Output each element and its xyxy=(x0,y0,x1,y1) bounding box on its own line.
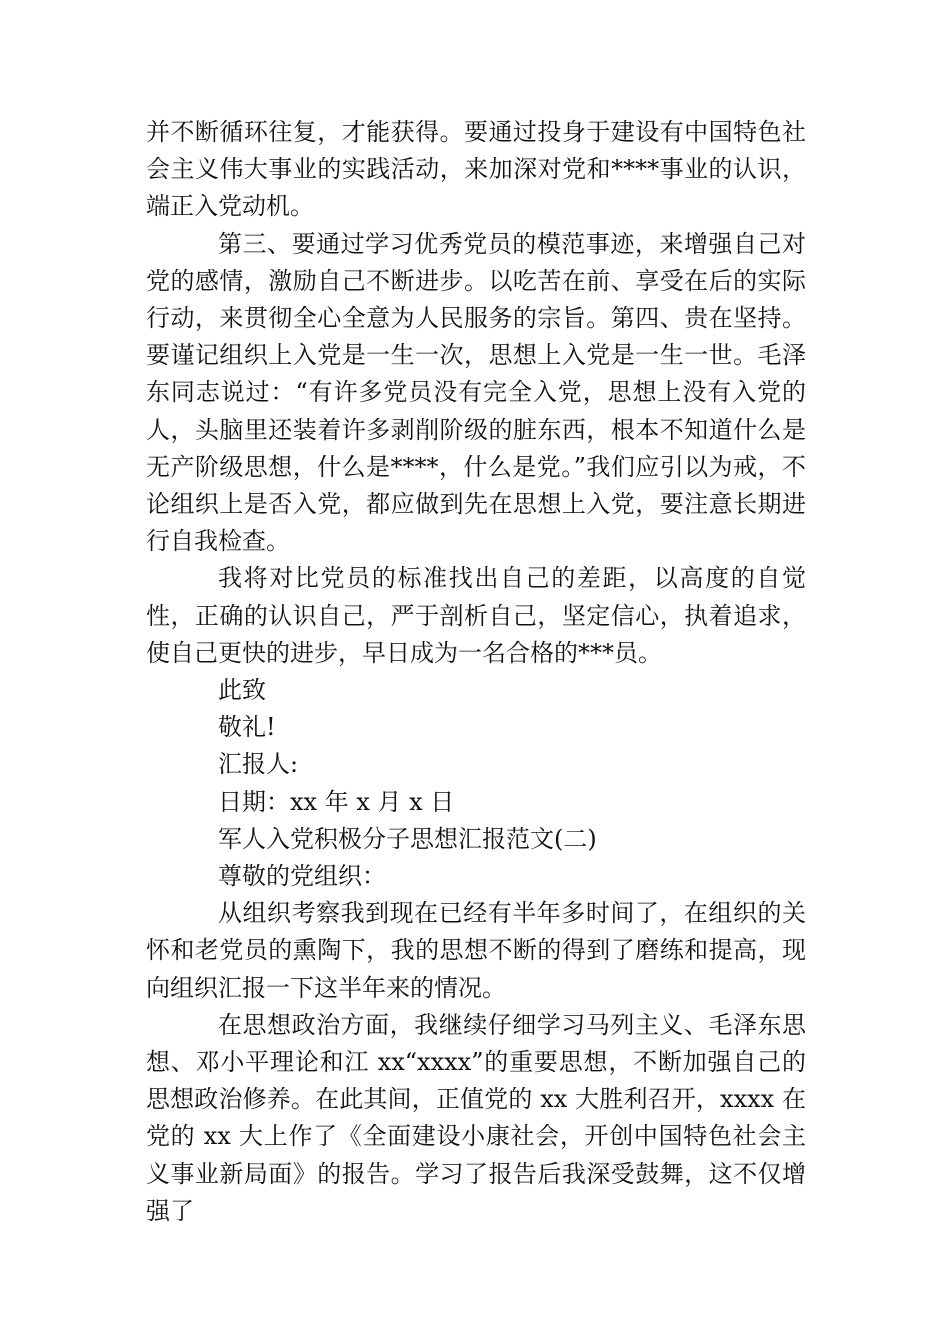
closing-jing-li: 敬礼! xyxy=(218,713,276,742)
closing-ci-zhi: 此致 xyxy=(218,676,266,705)
document-page xyxy=(146,114,806,1230)
paragraph-2: 第三、要通过学习优秀党员的模范事迹，来增强自己对党的感情，激励自己不断进步。以吃苦在前、享受在后的实际行动，来贯彻全心全意为人民服务的宗旨。第四、贵在坚持。要谨记组织上入党是一生一次，思想上入党是一生一世。毛泽东同志说过：“有许多党员没有完全入党，思想上没有入党的人，头脑里还装着许多剥削阶级的脏东西，根本不知道什么是无产阶级思想，什么是****，什么是党。”我们应引以为戒，不论组织上是否入党，都应做到先在思想上入党，要注意长期进行自我检查。 xyxy=(146,229,806,556)
salutation: 尊敬的党组织： xyxy=(218,862,386,891)
section-2-title: 军人入党积极分子思想汇报范文(二) xyxy=(218,824,597,853)
section-2-paragraph-2: 在思想政治方面，我继续仔细学习马列主义、毛泽东思想、邓小平理论和江 xx“xxxx”的重要思想，不断加强自己的思想政治修养。在此其间，正值党的 xx 大胜利召开，xxxx 在党的 xx 大上作了《全面建设小康社会，开创中国特色社会主义事业新局面》的报告。学习了报告后我深受鼓舞，这不仅增强了 xyxy=(146,1010,806,1225)
paragraph-1: 并不断循环往复，才能获得。要通过投身于建设有中国特色社会主义伟大事业的实践活动，来加深对党和****事业的认识，端正入党动机。 xyxy=(146,118,806,221)
section-2-paragraph-1: 从组织考察我到现在已经有半年多时间了，在组织的关怀和老党员的熏陶下，我的思想不断的得到了磨练和提高，现向组织汇报一下这半年来的情况。 xyxy=(146,899,806,1002)
reporter-line: 汇报人: xyxy=(218,750,299,779)
date-line: 日期：xx 年 x 月 x 日 xyxy=(218,787,455,816)
paragraph-3: 我将对比党员的标准找出自己的差距，以高度的自觉性，正确的认识自己，严于剖析自己，坚定信心，执着追求，使自己更快的进步，早日成为一名合格的***员。 xyxy=(146,564,806,667)
